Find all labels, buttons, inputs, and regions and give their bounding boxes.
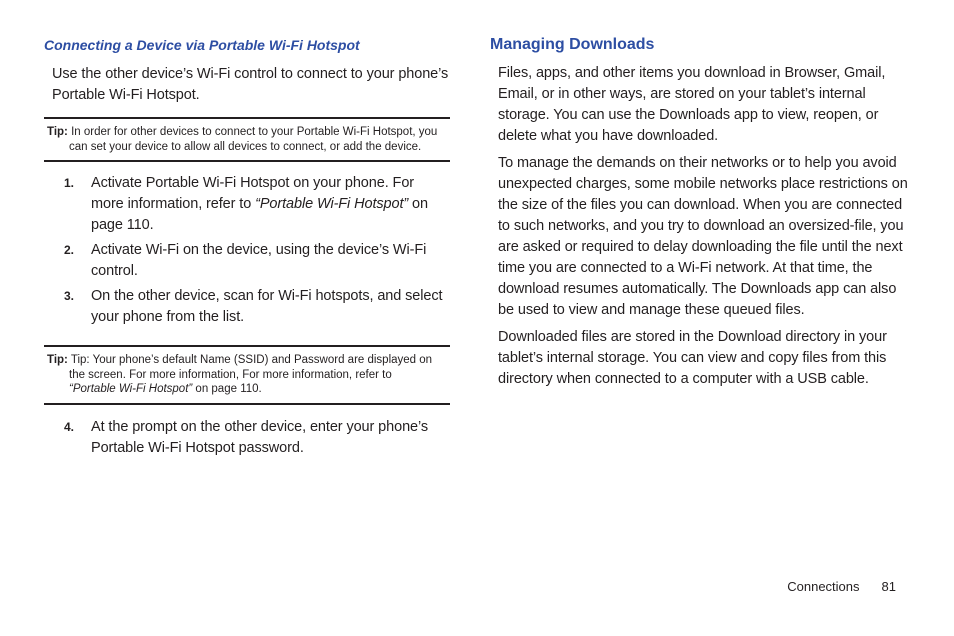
cross-reference-link[interactable]: “Portable Wi-Fi Hotspot” <box>255 196 409 212</box>
left-column <box>44 35 450 463</box>
step-text: At the prompt on the other device, enter your phone’s Portable Wi-Fi Hotspot password. <box>91 418 429 456</box>
step-text: Activate Portable Wi-Fi Hotspot on your phone. For more information, refer to <box>91 175 415 212</box>
step-number: 3. <box>64 289 74 303</box>
intro-paragraph: Use the other device’s Wi-Fi control to connect to your phone’s Portable Wi-Fi Hotspot. <box>52 66 449 103</box>
body-paragraph: Downloaded files are stored in the Download directory in your tablet’s internal storage. You can view and copy files from this directory when connected to a computer with a USB cable. <box>498 329 887 387</box>
step-number: 2. <box>64 243 74 257</box>
list-item <box>44 417 450 459</box>
footer-section-name: Connections <box>787 579 860 594</box>
tip-box <box>44 345 450 405</box>
page-footer <box>787 579 896 594</box>
steps-list <box>44 417 450 459</box>
tip-label: Tip: <box>47 126 68 138</box>
section-subheading: Connecting a Device via Portable Wi-Fi Hotspot <box>44 37 360 53</box>
steps-list <box>44 173 450 328</box>
tip-label: Tip: <box>47 354 68 366</box>
tip-text-line: on page 110. <box>192 383 262 395</box>
list-item <box>44 240 450 282</box>
tip-text-line: can set your device to allow all devices to connect, or add the device. <box>69 140 422 153</box>
page-number: 81 <box>881 579 896 594</box>
step-number: 1. <box>64 176 74 190</box>
list-item <box>44 173 450 236</box>
list-item <box>44 286 450 328</box>
right-column <box>490 35 910 396</box>
tip-text-line: Tip: Your phone’s default Name (SSID) and Password are displayed on <box>70 354 433 366</box>
section-heading: Managing Downloads <box>490 36 655 53</box>
step-text: On the other device, scan for Wi-Fi hotspots, and select your phone from the list. <box>91 288 443 325</box>
tip-text-line: the screen. For more information, For more information, refer to <box>69 368 392 381</box>
body-paragraph: To manage the demands on their networks or to help you avoid unexpected charges, some mobile networks place restrictions on the size of the files you can download. When you are connected to such networks, and you try to download an oversized-file, you are asked or required to delay downloading the file until the next time you are connected to a Wi-Fi network. At that time, the download resumes automatically. The Downloads app can also be used to view and manage these queued files. <box>498 155 908 318</box>
step-text: Activate Wi-Fi on the device, using the device’s Wi-Fi control. <box>91 242 427 279</box>
step-text: on page 110. <box>91 196 428 233</box>
body-paragraph: Files, apps, and other items you download in Browser, Gmail, Email, or in other ways, are stored on your tablet’s internal storage. You can use the Downloads app to view, reopen, or delete what you have downloaded. <box>498 65 886 144</box>
tip-text-line: In order for other devices to connect to your Portable Wi-Fi Hotspot, you <box>71 126 438 138</box>
cross-reference-link[interactable]: “Portable Wi-Fi Hotspot” <box>69 383 193 395</box>
tip-box <box>44 117 450 162</box>
step-number: 4. <box>64 419 74 434</box>
